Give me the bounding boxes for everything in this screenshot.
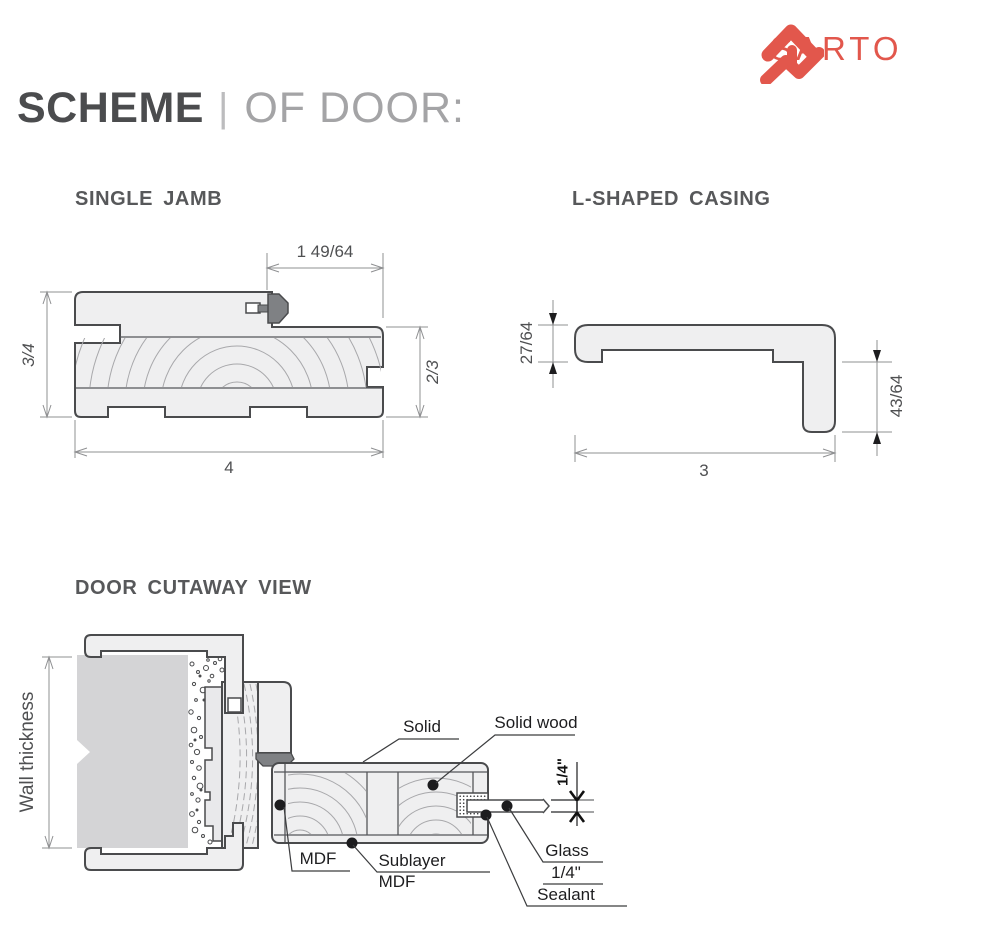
jamb-dim-right-label: 2/3 [423,360,442,384]
l-casing-dim-right-label: 43/64 [887,374,906,418]
title-bold: SCHEME [17,84,204,132]
wall-thickness-label: Wall thickness [17,691,38,813]
glass-dim-label: 1/4" [554,758,572,786]
brand-logo [760,18,903,68]
door-stop [258,682,291,753]
cutaway-diagram [42,635,627,926]
jamb-dim-bottom [75,420,383,458]
jamb-dim-right [386,327,428,417]
l-casing-profile [575,325,835,432]
solid-label: Solid [403,717,441,736]
sealant-dot [481,810,492,821]
jamb-edge-strip [205,687,222,841]
glass-label-line2: 1/4" [551,863,581,882]
wall-dim [42,657,72,848]
title-light: OF DOOR: [244,84,465,132]
top-casing-groove [228,698,241,712]
jamb-dim-left [40,292,72,417]
l-casing-dim-left-label: 27/64 [517,321,536,365]
single-jamb-diagram [40,220,428,588]
title-divider: | [217,86,229,130]
l-casing-dim-bottom-label: 3 [699,461,709,480]
l-casing-heading: L-SHAPED CASING [572,188,771,210]
brand-name: SARTO [770,30,903,67]
gasket-seal [268,294,288,323]
solid-wood-dot [428,780,439,791]
glass-dim [570,762,594,826]
page-title [17,84,465,133]
single-jamb-profile [75,292,383,417]
solid-wood-label: Solid wood [494,713,578,732]
l-casing-dim-left [538,300,568,388]
glass-label-line1: Glass [545,841,589,860]
jamb-dim-left-label: 3/4 [19,343,38,367]
sarto-logo-icon [760,18,824,84]
sublayer-label-line1: Sublayer [378,851,446,870]
single-jamb-heading: SINGLE JAMB [75,188,223,210]
sublayer-label-line2: MDF [378,872,416,891]
mdf-label: MDF [299,849,337,868]
cutaway-heading: DOOR CUTAWAY VIEW [75,577,312,599]
jamb-dim-bottom-label: 4 [224,458,234,477]
sealant-label: Sealant [537,885,595,904]
wall [77,655,188,848]
sublayer-dot [347,838,358,849]
l-casing-dim-right [842,340,892,456]
l-casing-dim-bottom [575,435,835,462]
l-casing-diagram [538,300,892,462]
jamb-dim-top-label: 1 49/64 [296,242,354,261]
